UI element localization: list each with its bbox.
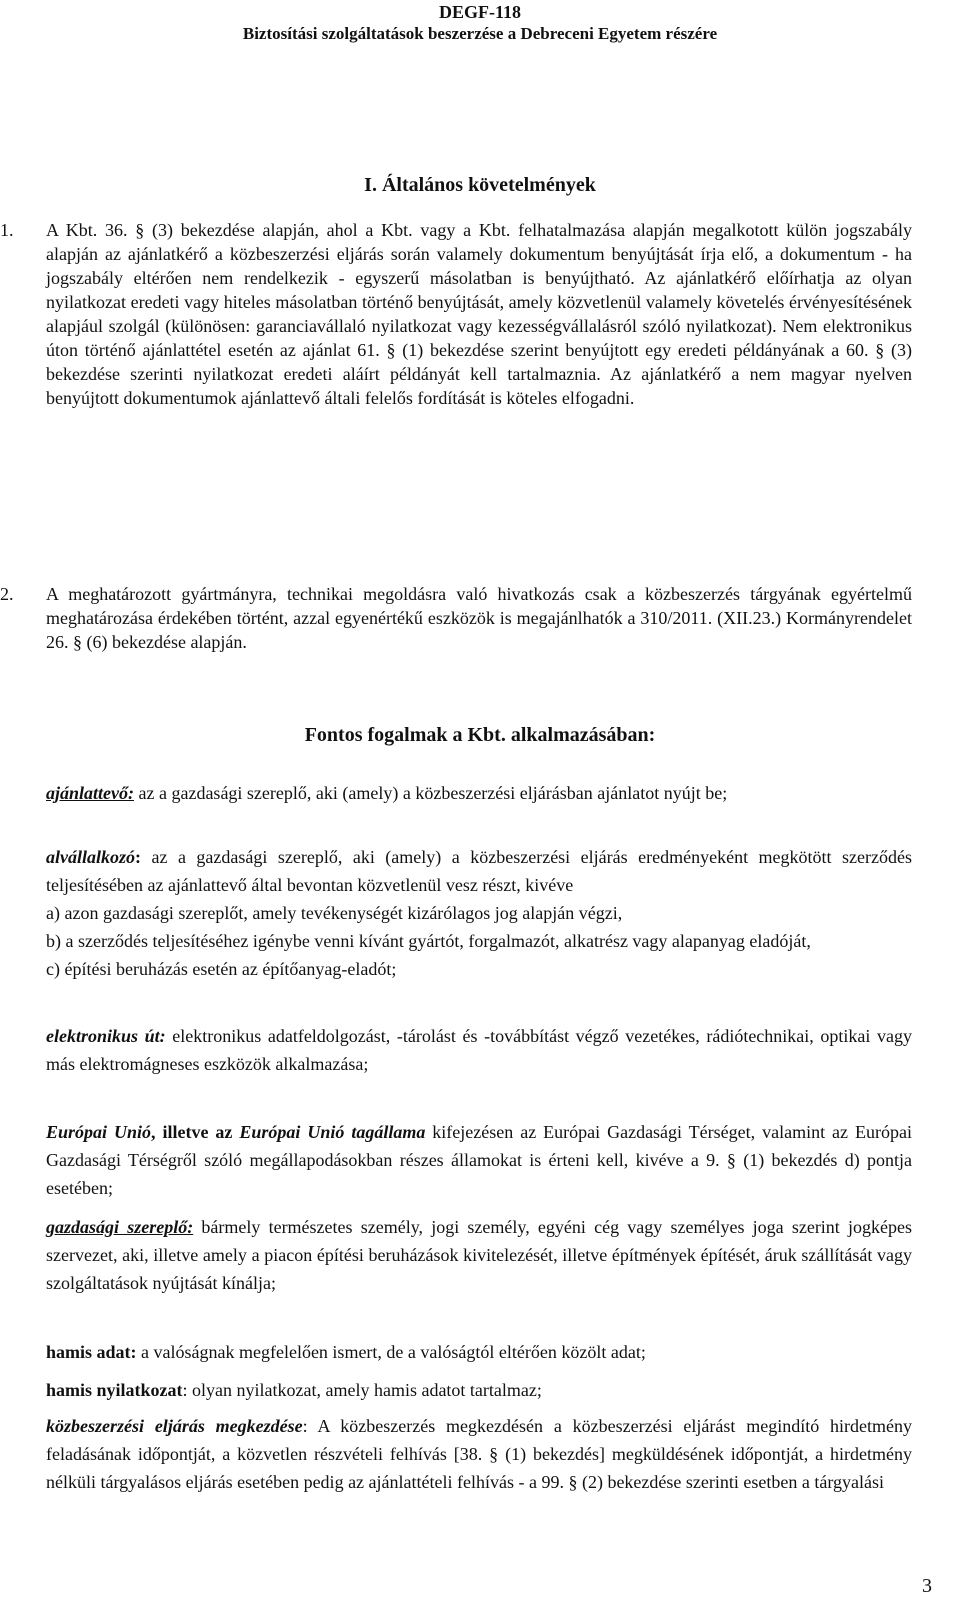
item-text: A meghatározott gyártmányra, technikai megoldásra való hivatkozás csak a közbeszerzés tárgyának egyértelmű meghatározása érdekében történt, azzal egyenértékű eszközök is megajánlhatók a 310/2011. (XII.23.) Kormányrendelet 26. § (6) bekezdése alapján.: [46, 584, 912, 652]
page-number: 3: [922, 1575, 932, 1597]
item-text: A Kbt. 36. § (3) bekezdése alapján, ahol a Kbt. vagy a Kbt. felhatalmazása alapján megalkotott külön jogszabály alapján az ajánlatkérő a közbeszerzési eljárás során valamely dokumentum benyújtását írja elő, a dokumentum - ha jogszabály eltérően nem rendelkezik - egyszerű másolatban is benyújtható. Az ajánlatkérő előírhatja az olyan nyilatkozat eredeti vagy hiteles másolatban történő benyújtását, amely közvetlenül valamely követelés érvényesítésének alapjául szolgál (különösen: garanciavállaló nyilatkozat vagy kezességvállalásról szóló nyilatkozat). Nem elektronikus úton történő ajánlattétel esetén az ajánlat 61. § (1) bekezdése szerint benyújtott egy eredeti példányának a 60. § (3) bekezdése szerinti nyilatkozat eredeti aláírt példányát kell tartalmaznia. Az ajánlatkérő a nem magyar nyelven benyújtott dokumentumok ajánlattevő általi felelős fordítását is köteles elfogadni.: [46, 220, 912, 408]
concepts-title: Fontos fogalmak a Kbt. alkalmazásában:: [304, 724, 656, 746]
definition-colon: :: [135, 847, 141, 867]
definition-elektronikus-ut: [46, 1022, 912, 1078]
definition-subitem-c: c) építési beruházás esetén az építőanyag-eladót;: [46, 959, 397, 979]
definition-hamis-nyilatkozat: [46, 1376, 912, 1404]
definition-term: hamis nyilatkozat: [46, 1380, 183, 1400]
definition-text: elektronikus adatfeldolgozást, -tárolást és -továbbítást végző vezetékes, rádiótechnikai, optikai vagy más elektromágneses eszközök alkalmazása;: [46, 1026, 912, 1074]
definition-term: alvállalkozó: [46, 847, 135, 867]
page-header: [0, 0, 960, 46]
item-number: 2.: [0, 584, 14, 604]
definition-connector: , illetve az: [151, 1122, 240, 1142]
item-number: 1.: [0, 220, 14, 240]
definition-text: : olyan nyilatkozat, amely hamis adatot tartalmaz;: [182, 1380, 542, 1400]
definition-kozbeszerzesi-eljaras: [46, 1412, 912, 1496]
document-code: DEGF-118: [438, 2, 521, 22]
definition-term: Európai Unió tagállama: [239, 1122, 426, 1142]
definition-term: közbeszerzési eljárás megkezdése: [46, 1416, 303, 1436]
section-title: I. Általános követelmények: [364, 174, 596, 196]
definition-text: az a gazdasági szereplő, aki (amely) a közbeszerzési eljárás eredményeként megkötött szerződés teljesítésében az ajánlattevő által bevontan közvetlenül vesz részt, kivéve: [46, 847, 912, 895]
list-item: [0, 218, 912, 410]
definition-term: Európai Unió: [46, 1122, 151, 1142]
definition-text: a valóságnak megfelelően ismert, de a valóságtól eltérően közölt adat;: [136, 1342, 646, 1362]
list-item: [0, 582, 912, 654]
definition-term: elektronikus út:: [46, 1026, 166, 1046]
definition-text: : A közbeszerzés megkezdésén a közbeszerzési eljárást megindító hirdetmény feladásának időpontját, a közvetlen részvételi felhívás [38. § (1) bekezdés] megküldésének időpontját, a hirdetmény nélküli tárgyalásos eljárás esetében pedig az ajánlattételi felhívás - a 99. § (2) bekezdése szerinti esetben a tárgyalási: [46, 1416, 912, 1492]
document-subtitle: Biztosítási szolgáltatások beszerzése a Debreceni Egyetem részére: [242, 24, 718, 43]
definition-text: bármely természetes személy, jogi személy, egyéni cég vagy személyes joga szerint jogképes szervezet, aki, illetve amely a piacon építési beruházások kivitelezését, illetve építmények építését, áruk szállítását vagy szolgáltatások nyújtását kínálja;: [46, 1217, 912, 1293]
definition-hamis-adat: [46, 1338, 912, 1366]
definition-alvallalkozo: [46, 843, 912, 983]
definition-text: kifejezésen az Európai Gazdasági Térséget, valamint az Európai Gazdasági Térségről szóló megállapodásokban részes államokat is érteni kell, kivéve a 9. § (1) bekezdés d) pontja esetében;: [46, 1122, 912, 1198]
definition-term: ajánlattevő:: [46, 783, 134, 803]
definition-term: hamis adat:: [46, 1342, 137, 1362]
definition-subitem-a: a) azon gazdasági szereplőt, amely tevékenységét kizárólagos jog alapján végzi,: [46, 903, 623, 923]
definition-europai-unio: [46, 1118, 912, 1202]
definition-text: az a gazdasági szereplő, aki (amely) a közbeszerzési eljárásban ajánlatot nyújt be;: [134, 783, 728, 803]
definition-gazdasagi-szereplo: [46, 1213, 912, 1297]
definition-subitem-b: b) a szerződés teljesítéséhez igénybe venni kívánt gyártót, forgalmazót, alkatrész vagy alapanyag eladóját,: [46, 931, 811, 951]
definition-term: gazdasági szereplő:: [46, 1217, 194, 1237]
definition-ajanlattevo: [46, 779, 912, 807]
